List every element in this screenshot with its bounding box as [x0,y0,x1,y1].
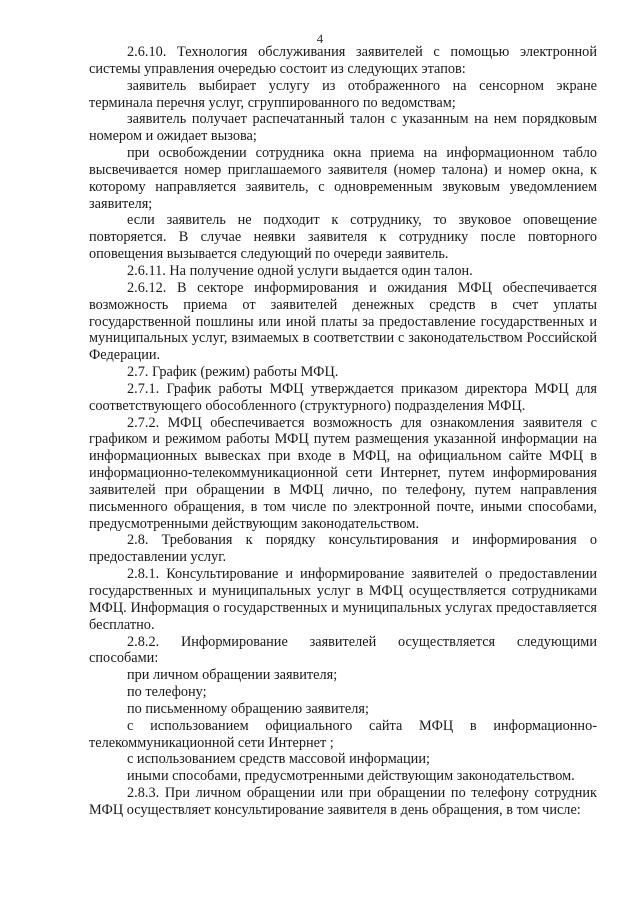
paragraph-step-display: при освобождении сотрудника окна приема на информационном табло высвечивается номер приглашаемого заявителя (номер талона) и номер окна, к которому направляется заявитель, с одновременным звуковым уведомлением заявителя; [89,145,597,212]
paragraph-2-7-1: 2.7.1. График работы МФЦ утверждается приказом директора МФЦ для соответствующего обособленного (структурного) подразделения МФЦ. [89,380,597,414]
paragraph-2-6-11: 2.6.11. На получение одной услуги выдается один талон. [127,262,473,279]
list-item-written: по письменному обращению заявителя; [127,700,369,717]
document-body [89,44,597,819]
list-item-in-person: при личном обращении заявителя; [127,667,338,684]
list-item-media: с использованием средств массовой информации; [127,751,430,768]
section-heading-2-8: 2.8. Требования к порядку консультирования и информирования о предоставлении услуг. [89,532,597,566]
list-item-other: иными способами, предусмотренными действующим законодательством. [127,768,575,785]
page-number: 4 [316,31,324,46]
paragraph-step-ticket: заявитель получает распечатанный талон с указанным на нем порядковым номером и ожидает вызова; [89,111,597,145]
paragraph-2-8-3: 2.8.3. При личном обращении или при обращении по телефону сотрудник МФЦ осуществляет консультирование заявителя в день обращения, в том числе: [89,785,597,818]
paragraph-2-6-12: 2.6.12. В секторе информирования и ожидания МФЦ обеспечивается возможность приема от заявителей денежных средств в счет уплаты государственной пошлины или иной платы за предоставление государственных и муниципальных услуг, взимаемых в соответствии с законодательством Российской Федерации. [89,279,597,364]
paragraph-2-7-2: 2.7.2. МФЦ обеспечивается возможность для ознакомления заявителя с графиком и режимом работы МФЦ путем размещения указанной информации на информационных вывесках при входе в МФЦ, на официальном сайте МФЦ в информационно-телекоммуникационной сети Интернет, путем информирования заявителей при обращении в МФЦ лично, по телефону, путем направления письменного обращения, в том числе по электронной почте, иными способами, предусмотренными действующим законодательством. [89,414,597,532]
paragraph-step-no-show: если заявитель не подходит к сотруднику, то звуковое оповещение повторяется. В случае неявки заявителя к сотруднику после повторного оповещения вызывается следующий по очереди заявитель. [89,212,597,263]
list-item-website: с использованием официального сайта МФЦ в информационно-телекоммуникационной сети Интернет ; [89,717,597,751]
list-item-phone: по телефону; [127,684,207,701]
paragraph-step-select-service: заявитель выбирает услугу из отображенного на сенсорном экране терминала перечня услуг, сгруппированного по ведомствам; [89,77,597,111]
paragraph-2-8-1: 2.8.1. Консультирование и информирование заявителей о предоставлении государственных и муниципальных услуг в МФЦ осуществляется сотрудниками МФЦ. Информация о государственных и муниципальных услугах предоставляется бесплатно. [89,566,597,633]
paragraph-2-6-10: 2.6.10. Технология обслуживания заявителей с помощью электронной системы управления очередью состоит из следующих этапов: [89,44,597,77]
paragraph-2-8-2: 2.8.2. Информирование заявителей осуществляется следующими способами: [89,633,597,667]
section-heading-2-7: 2.7. График (режим) работы МФЦ. [127,364,339,381]
